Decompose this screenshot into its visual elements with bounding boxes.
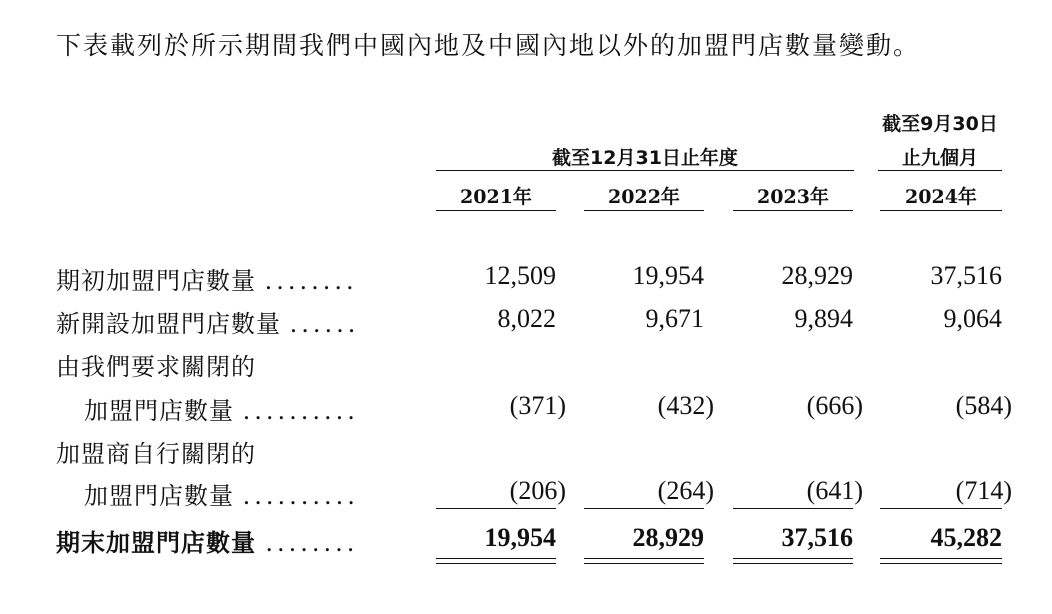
value-cell: (264) <box>657 476 714 505</box>
value-cell: 37,516 <box>781 523 853 552</box>
subtotal-rule <box>880 508 1002 509</box>
value-cell: 19,954 <box>632 261 704 290</box>
row-closing-stores-label: 期末加盟門店數量 ........ <box>56 529 359 557</box>
header-fiscal-year-group: 截至12月31日止年度 <box>552 147 738 169</box>
value-cell: (641) <box>806 476 863 505</box>
year-rule-2021 <box>436 210 556 211</box>
value-cell: 9,671 <box>645 304 704 333</box>
row-closed-by-us-count-label: 加盟門店數量 .......... <box>84 397 359 425</box>
header-nine-month-line1: 截至9月30日 <box>882 113 998 135</box>
row-closed-by-franchisee-label: 加盟商自行關閉的 <box>56 440 256 468</box>
value-cell: 9,064 <box>943 304 1002 333</box>
value-cell: 28,929 <box>781 261 853 290</box>
header-group-rule <box>436 170 854 171</box>
header-group-rule-2 <box>878 170 1002 171</box>
subtotal-rule <box>584 508 704 509</box>
value-cell: 28,929 <box>632 523 704 552</box>
header-nine-month-line2: 止九個月 <box>901 147 978 169</box>
intro-text: 下表載列於所示期間我們中國內地及中國內地以外的加盟門店數量變動。 <box>56 31 921 60</box>
year-rule-2024 <box>880 210 1002 211</box>
total-double-rule <box>733 558 853 564</box>
row-new-stores-label: 新開設加盟門店數量 ...... <box>56 310 360 338</box>
year-rule-2023 <box>733 210 853 211</box>
value-cell: (714) <box>955 476 1012 505</box>
value-cell: 45,282 <box>930 523 1002 552</box>
year-rule-2022 <box>584 210 704 211</box>
row-closed-by-us-label: 由我們要求關閉的 <box>56 353 256 381</box>
value-cell: 12,509 <box>484 261 556 290</box>
header-year-2021: 2021年 <box>460 186 532 208</box>
value-cell: 19,954 <box>484 523 556 552</box>
total-double-rule <box>584 558 704 564</box>
value-cell: (584) <box>955 391 1012 420</box>
row-closed-by-franchisee-count-label: 加盟門店數量 .......... <box>84 482 359 510</box>
subtotal-rule <box>436 508 556 509</box>
header-year-2022: 2022年 <box>608 186 680 208</box>
header-year-2024: 2024年 <box>905 186 977 208</box>
value-cell: 37,516 <box>930 261 1002 290</box>
value-cell: (371) <box>509 391 566 420</box>
header-year-2023: 2023年 <box>757 186 829 208</box>
value-cell: 9,894 <box>794 304 853 333</box>
subtotal-rule <box>733 508 853 509</box>
row-opening-stores-label: 期初加盟門店數量 ........ <box>56 267 358 295</box>
total-double-rule <box>436 558 556 564</box>
value-cell: (666) <box>806 391 863 420</box>
value-cell: 8,022 <box>497 304 556 333</box>
value-cell: (432) <box>657 391 714 420</box>
value-cell: (206) <box>509 476 566 505</box>
total-double-rule <box>880 558 1002 564</box>
